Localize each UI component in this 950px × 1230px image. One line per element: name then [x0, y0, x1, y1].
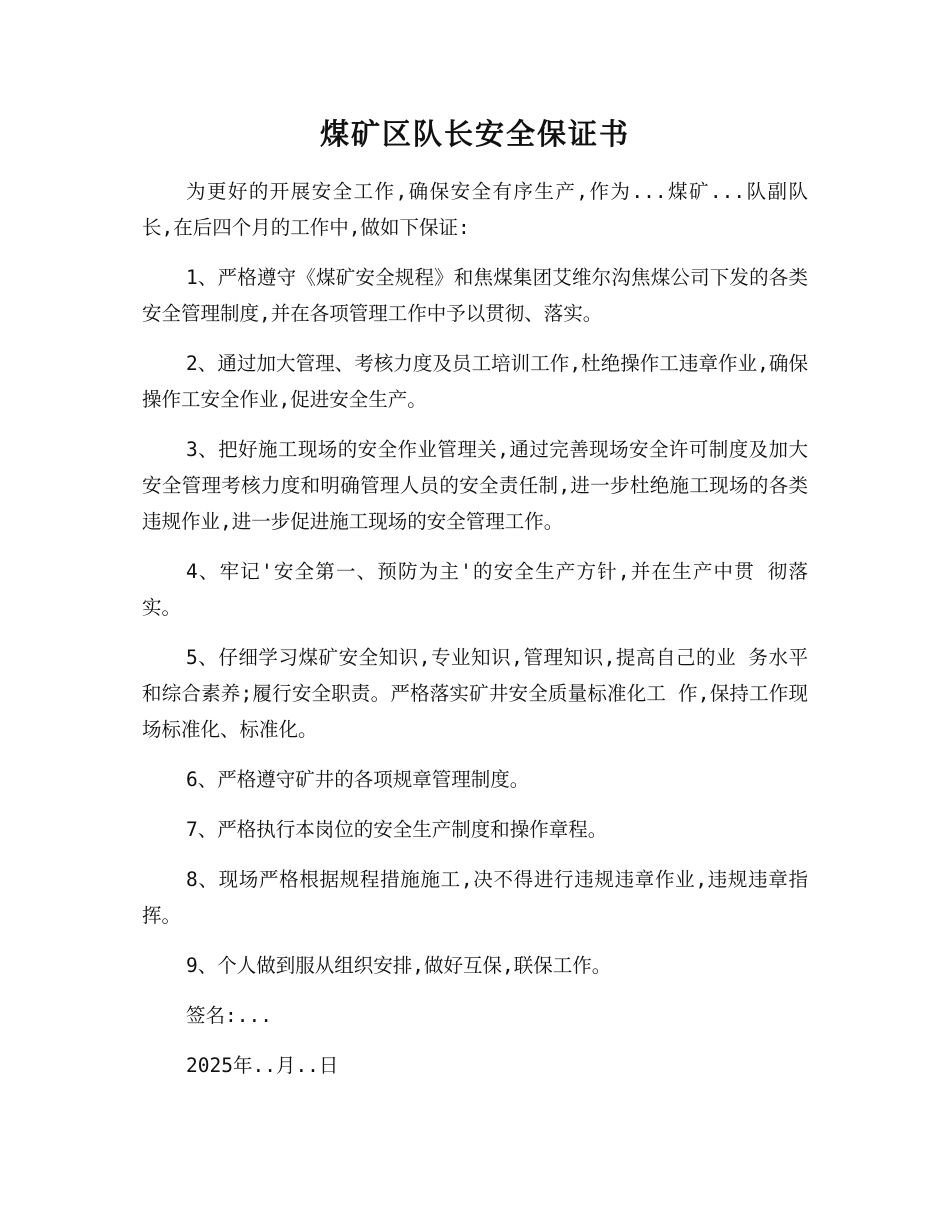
- item-5: 5、仔细学习煤矿安全知识,专业知识,管理知识,提高自己的业 务水平和综合素养;履行安全职责。严格落实矿井安全质量标准化工 作,保持工作现场标准化、标准化。: [142, 646, 808, 741]
- intro-paragraph: 为更好的开展安全工作,确保安全有序生产,作为...煤矿...队副队 长,在后四个月的工作中,做如下保证:: [142, 180, 808, 239]
- document-page: [142, 112, 808, 1098]
- date-line: 2025年..月..日: [186, 1054, 339, 1077]
- item-2: 2、通过加大管理、考核力度及员工培训工作,杜绝操作工违章作业,确保操作工安全作业,促进安全生产。: [142, 352, 808, 411]
- item-9: 9、个人做到服从组织安排,做好互保,联保工作。: [186, 954, 612, 977]
- item-6: 6、严格遵守矿井的各项规章管理制度。: [186, 768, 530, 791]
- item-7: 7、严格执行本岗位的安全生产制度和操作章程。: [186, 818, 608, 841]
- item-1: 1、严格遵守《煤矿安全规程》和焦煤集团艾维尔沟焦煤公司下发的各类安全管理制度,并在各项管理工作中予以贯彻、落实。: [142, 266, 808, 325]
- item-4: 4、牢记'安全第一、预防为主'的安全生产方针,并在生产中贯 彻落实。: [142, 560, 808, 619]
- item-3: 3、把好施工现场的安全作业管理关,通过完善现场安全许可制度及加大安全管理考核力度和明确管理人员的安全责任制,进一步杜绝施工现场的各类违规作业,进一步促进施工现场的安全管理工作。: [142, 438, 808, 533]
- document-title: 煤矿区队长安全保证书: [319, 117, 630, 151]
- item-8: 8、现场严格根据规程措施施工,决不得进行违规违章作业,违规违章指挥。: [142, 868, 808, 927]
- signature-line: 签名:...: [186, 1004, 272, 1027]
